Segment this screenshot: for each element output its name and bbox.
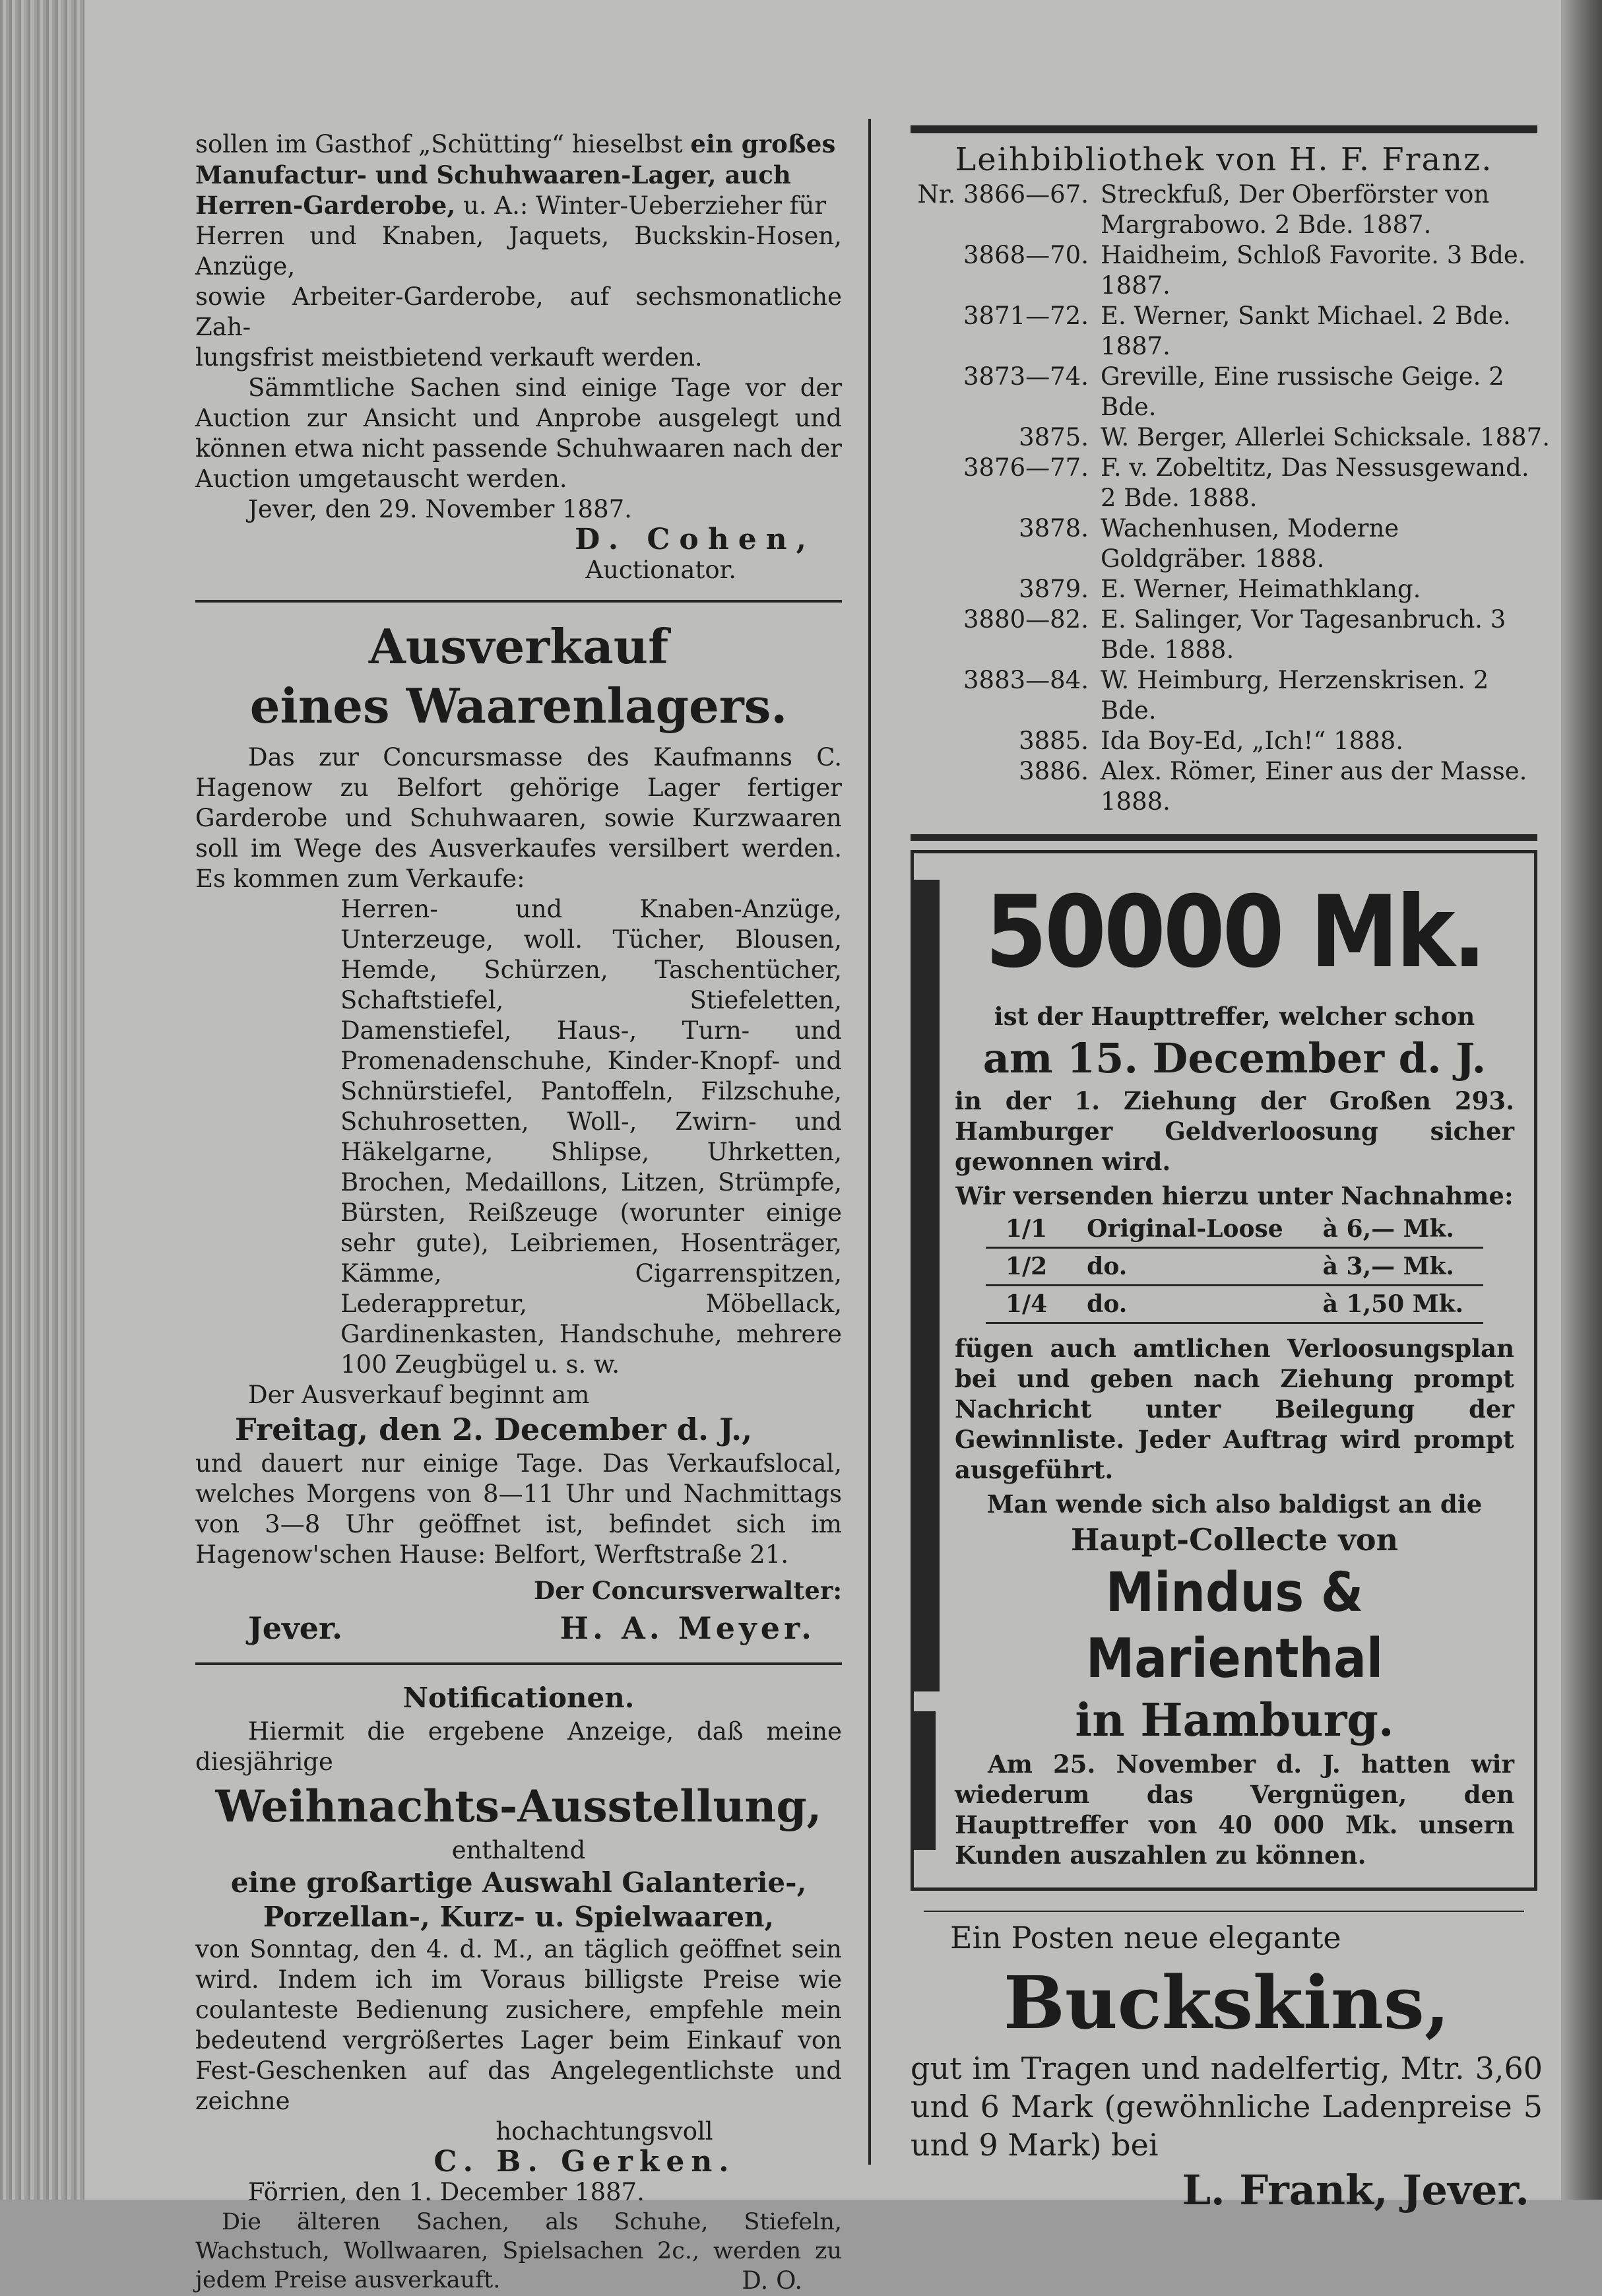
- notifications-date: Förrien, den 1. December 1887.: [248, 2178, 645, 2206]
- auction-text: sollen im Gasthof „Schütting“ hieselbst: [195, 130, 683, 158]
- library-entry-title: E. Werner, Sankt Michael. 2 Bde. 1887.: [1101, 302, 1511, 360]
- ausverkauf-notice: [195, 617, 842, 1648]
- lottery-line-2: in der 1. Ziehung der Großen 293. Hamburger Geldverloosung sicher gewonnen wird.: [955, 1086, 1514, 1176]
- book-edge-right: [1561, 0, 1602, 2200]
- price-frac: 1/1: [986, 1211, 1067, 1248]
- right-column: [897, 119, 1551, 2217]
- library-entry-title: Ida Boy-Ed, „Ich!“ 1888.: [1101, 727, 1404, 755]
- lottery-date: am 15. December d. J.: [982, 1034, 1487, 1082]
- auction-paragraph: Sämmtliche Sachen sind einige Tage vor der Auction zur Ansicht und Anprobe ausgelegt und können etwa nicht passende Schuhwaaren nach der Auction umgetauscht werden.: [195, 374, 842, 493]
- library-entry-number: 3885.: [1019, 727, 1089, 755]
- library-entry: [897, 180, 1551, 240]
- ausverkauf-administrator: H. A. Meyer.: [560, 1610, 816, 1646]
- ausverkauf-signature: [248, 1608, 816, 1648]
- lottery-city: in Hamburg.: [1075, 1694, 1394, 1747]
- auction-line-0: [195, 129, 842, 160]
- library-entry: [897, 513, 1551, 574]
- library-entry: [897, 422, 1551, 453]
- auction-line-3: Herren und Knaben, Jaquets, Buckskin-Hosen, Anzüge,: [195, 222, 842, 280]
- section-rule: [911, 834, 1537, 841]
- ausverkauf-place: Jever.: [248, 1610, 343, 1646]
- selection-line-1: eine großartige Auswahl Galanterie-,: [230, 1866, 807, 1899]
- auction-text: u. A.: Winter-Ueberzieher für: [463, 191, 827, 220]
- library-title: Leihbibliothek von H. F. Franz.: [955, 141, 1493, 178]
- library-entry: [897, 240, 1551, 301]
- lottery-firm: Mindus & Marienthal: [1085, 1561, 1384, 1690]
- selection-line-2: Porzellan-, Kurz- u. Spielwaaren,: [263, 1901, 775, 1933]
- library-entry: [897, 301, 1551, 362]
- auction-line-5: lungsfrist meistbietend verkauft werden.: [195, 343, 703, 372]
- buckskins-intro: Ein Posten neue elegante: [950, 1920, 1341, 1955]
- library-entry-title: E. Werner, Heimathklang.: [1101, 575, 1421, 603]
- buckskins-merchant: L. Frank, Jever.: [1182, 2166, 1529, 2214]
- lottery-amount: 50000 Mk.: [985, 875, 1484, 990]
- library-entry-title: F. v. Zobeltitz, Das Nessusgewand. 2 Bde. 1888.: [1101, 453, 1529, 512]
- notifications-section: [195, 1680, 842, 2296]
- auction-date: Jever, den 29. November 1887.: [248, 495, 632, 523]
- library-entry-title: Haidheim, Schloß Favorite. 3 Bde. 1887.: [1101, 241, 1526, 300]
- auction-line-4: sowie Arbeiter-Garderobe, auf sechsmonatliche Zah-: [195, 282, 842, 341]
- library-entry-number: 3873—74.: [963, 362, 1089, 391]
- library-entry: [897, 665, 1551, 726]
- price-row: [986, 1211, 1483, 1248]
- price-row: [986, 1286, 1483, 1323]
- price-item: do.: [1067, 1248, 1302, 1286]
- library-entry-number: 3868—70.: [963, 241, 1089, 269]
- price-price: à 1,50 Mk.: [1303, 1286, 1483, 1323]
- lottery-price-table: [986, 1211, 1483, 1324]
- buckskins-title: Buckskins,: [1003, 1960, 1450, 2045]
- library-entry-number: 3878.: [1019, 514, 1089, 542]
- library-entry-title: W. Berger, Allerlei Schicksale. 1887.: [1101, 423, 1550, 451]
- price-item: Original-Loose: [1067, 1211, 1302, 1248]
- weihnachts-title: Weihnachts-Ausstellung,: [215, 1781, 822, 1832]
- price-frac: 1/2: [986, 1248, 1067, 1286]
- library-entry-title: W. Heimburg, Herzenskrisen. 2 Bde.: [1101, 666, 1489, 725]
- notifications-containing: enthaltend: [451, 1836, 586, 1864]
- lottery-line-3: fügen auch amtlichen Verloosungsplan bei und geben nach Ziehung prompt Nachricht unter Beilegung der Gewinnliste. Jeder Auftrag wird prompt ausgeführt.: [955, 1334, 1514, 1484]
- lottery-collecte: Haupt-Collecte von: [1070, 1522, 1399, 1558]
- ausverkauf-administrator-label: Der Concursverwalter:: [534, 1576, 842, 1605]
- library-notice: [897, 140, 1551, 817]
- library-entry: [897, 756, 1551, 817]
- notifications-closing: hochachtungsvoll: [496, 2117, 713, 2146]
- lottery-line-4: Man wende sich also baldigst an die: [986, 1490, 1483, 1519]
- column-divider: [868, 119, 871, 2165]
- buckskins-body: gut im Tragen und nadelfertig, Mtr. 3,60 und 6 Mark (gewöhnliche Ladenpreise 5 und 9 Mark) bei: [911, 2050, 1543, 2163]
- library-entry-number: Nr. 3866—67.: [917, 180, 1089, 209]
- library-entry: [897, 574, 1551, 605]
- ausverkauf-subtitle: eines Waarenlagers.: [249, 678, 788, 734]
- library-entry-number: 3886.: [1019, 757, 1089, 785]
- price-row: [986, 1248, 1483, 1286]
- library-entry-number: 3875.: [1019, 423, 1089, 451]
- library-entry: [897, 362, 1551, 422]
- library-entry-title: Alex. Römer, Einer aus der Masse. 1888.: [1101, 757, 1527, 816]
- book-edge-left: [0, 0, 84, 2200]
- ausverkauf-start-date: Freitag, den 2. December d. J.,: [235, 1412, 753, 1447]
- ausverkauf-title: Ausverkauf: [368, 618, 669, 674]
- library-entry-number: 3879.: [1019, 575, 1089, 603]
- section-rule: [195, 1662, 842, 1665]
- library-entry-number: 3876—77.: [963, 453, 1089, 482]
- lottery-line-5: Am 25. November d. J. hatten wir wiederum das Vergnügen, den Haupttreffer von 40 000 Mk. unsern Kunden auszahlen zu können.: [955, 1750, 1514, 1870]
- library-top-rule: [911, 125, 1537, 133]
- library-entry: [897, 605, 1551, 665]
- auction-line-2: [195, 190, 842, 221]
- ausverkauf-items: Herren- und Knaben-Anzüge, Unterzeuge, woll. Tücher, Blousen, Hemde, Schürzen, Taschentücher, Schaftstiefel, Stiefeletten, Damenstiefel, Haus-, Turn- und Promenadenschuhe, Kinder-Knopf- und Schnürstiefel, Pantoffeln, Filzschuhe, Schuhrosetten, Woll-, Zwirn- und Häkelgarne, Shlipse, Uhrketten, Brochen, Medaillons, Litzen, Strümpfe, Bürsten, Reißzeuge (worunter einige sehr gute), Leibriemen, Hosenträger, Kämme, Cigarrenspitzen, Lederappretur, Möbellack, Gardinenkasten, Handschuhe, mehrere 100 Zeugbügel u. s. w.: [340, 895, 842, 1379]
- library-entry-number: 3883—84.: [963, 666, 1089, 694]
- library-entry-title: Streckfuß, Der Oberförster von Margrabowo. 2 Bde. 1887.: [1101, 180, 1490, 239]
- left-column: [195, 129, 842, 2296]
- lottery-advertisement: [911, 850, 1537, 1891]
- auction-signer-role: Auctionator.: [585, 556, 736, 584]
- ausverkauf-details: und dauert nur einige Tage. Das Verkaufslocal, welches Morgens von 8—11 Uhr und Nachmittags von 3—8 Uhr geöffnet ist, befindet sich im Hagenow'schen Hause: Belfort, Werftstraße 21.: [195, 1449, 842, 1569]
- library-entry: [897, 453, 1551, 513]
- price-price: à 3,— Mk.: [1303, 1248, 1483, 1286]
- buckskins-advertisement: [897, 1919, 1551, 2217]
- library-entry-number: 3871—72.: [963, 302, 1089, 330]
- ad-shadow-bar: [911, 880, 940, 1691]
- price-item: do.: [1067, 1286, 1302, 1323]
- library-entry-title: Wachenhusen, Moderne Goldgräber. 1888.: [1101, 514, 1399, 573]
- price-frac: 1/4: [986, 1286, 1067, 1323]
- lottery-offer: Wir versenden hierzu unter Nachnahme:: [955, 1181, 1514, 1210]
- auction-signer: D. Cohen,: [575, 523, 816, 556]
- library-entry-number: 3880—82.: [963, 605, 1089, 634]
- auction-bold: Herren-Garderobe,: [195, 191, 456, 220]
- library-list: [897, 180, 1551, 817]
- auction-line-1: Manufactur- und Schuhwaaren-Lager, auch: [195, 160, 791, 189]
- library-entry-title: Greville, Eine russische Geige. 2 Bde.: [1101, 362, 1504, 421]
- auction-notice: [195, 129, 842, 585]
- ad-shadow-bar: [911, 1711, 936, 1850]
- notifications-heading: Notificationen.: [402, 1682, 635, 1714]
- ausverkauf-intro: Das zur Concursmasse des Kaufmanns C. Hagenow zu Belfort gehörige Lager fertiger Garderobe und Schuhwaaren, sowie Kurzwaaren soll im Wege des Ausverkaufes versilbert werden. Es kommen zum Verkaufe:: [195, 743, 842, 893]
- notifications-postscript-sign: D. O.: [742, 2266, 802, 2295]
- notifications-intro: Hiermit die ergebene Anzeige, daß meine diesjährige: [195, 1717, 842, 1776]
- lottery-line-1: ist der Haupttreffer, welcher schon: [994, 1002, 1475, 1031]
- section-rule: [195, 600, 842, 603]
- section-rule: [924, 1911, 1524, 1912]
- library-entry: [897, 726, 1551, 756]
- ausverkauf-begins: Der Ausverkauf beginnt am: [248, 1381, 590, 1409]
- price-price: à 6,— Mk.: [1303, 1211, 1483, 1248]
- notifications-signer: C. B. Gerken.: [433, 2145, 736, 2179]
- library-entry-title: E. Salinger, Vor Tagesanbruch. 3 Bde. 1888.: [1101, 605, 1506, 664]
- notifications-body: von Sonntag, den 4. d. M., an täglich geöffnet sein wird. Indem ich im Voraus billigste Preise wie coulanteste Bedienung zusichere, empfehle mein bedeutend vergrößertes Lager beim Einkauf von Fest-Geschenken auf das Angelegentlichste und zeichne: [195, 1935, 842, 2115]
- auction-bold: ein großes: [690, 129, 836, 158]
- notifications-postscript: Die älteren Sachen, als Schuhe, Stiefeln, Wachstuch, Wollwaaren, Spielsachen 2c., werden zu jedem Preise ausverkauft.: [195, 2209, 842, 2293]
